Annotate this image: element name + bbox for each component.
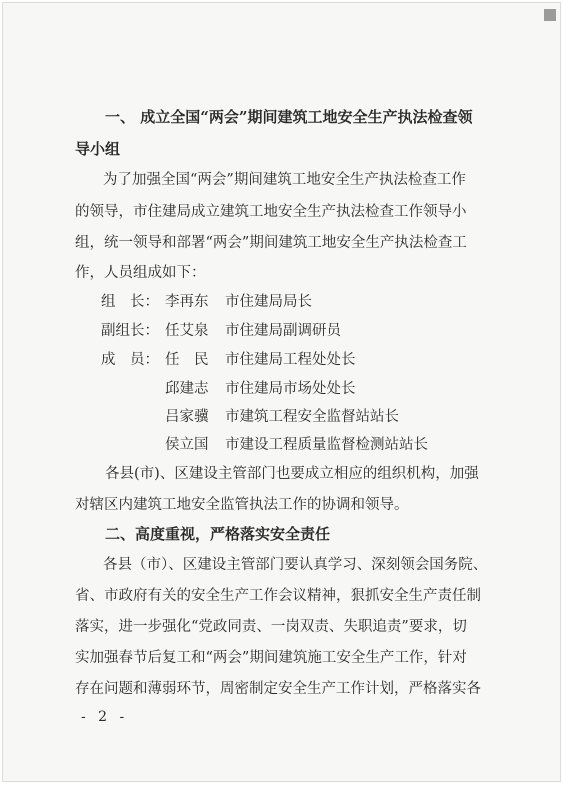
member-name: 任 民 (165, 352, 209, 368)
scan-corner-mark (544, 9, 556, 21)
member-role: 组 长： (101, 294, 159, 310)
page-number: - 2 - (81, 709, 129, 725)
paragraph-3-line4: 实加强春节后复工和“两会”期间建筑施工安全生产工作，针对 (75, 650, 467, 666)
section-heading-2: 二、高度重视，严格落实安全责任 (105, 525, 331, 543)
member-title: 市住建局工程处处长 (225, 352, 356, 368)
member-title: 市建设工程质量监督检测站站长 (225, 437, 428, 453)
section-heading-1-line2: 导小组 (75, 140, 121, 158)
section-heading-1-line1: 一、 成立全国“两会”期间建筑工地安全生产执法检查领 (105, 108, 473, 126)
paragraph-2-line1: 各县(市)、区建设主管部门也要成立相应的组织机构，加强 (105, 466, 479, 482)
member-title: 市住建局副调研员 (225, 323, 341, 339)
document-page (2, 2, 561, 782)
member-role: 副组长： (101, 323, 159, 339)
member-name: 李再东 (165, 294, 209, 310)
member-name: 任艾泉 (165, 323, 209, 339)
paragraph-3-line3: 落实，进一步强化“党政同责、一岗双责、失职追责”要求，切 (75, 619, 467, 635)
member-title: 市住建局市场处处长 (225, 381, 356, 397)
paragraph-3-line1: 各县（市）、区建设主管部门要认真学习、深刻领会国务院、 (103, 557, 488, 573)
member-name: 侯立国 (165, 437, 209, 453)
member-name: 邱建志 (165, 381, 209, 397)
member-name: 吕家骥 (165, 409, 209, 425)
member-title: 市住建局局长 (225, 294, 312, 310)
paragraph-1-line1: 为了加强全国“两会”期间建筑工地安全生产执法检查工作 (103, 172, 466, 188)
member-role: 成 员： (101, 352, 159, 368)
paragraph-1-line3: 组，统一领导和部署“两会”期间建筑工地安全生产执法检查工 (75, 235, 467, 251)
paragraph-3-line5: 存在问题和薄弱环节，周密制定安全生产工作计划，严格落实各 (75, 681, 481, 697)
paragraph-2-line2: 对辖区内建筑工地安全监管执法工作的协调和领导。 (75, 497, 409, 513)
paragraph-3-line2: 省、市政府有关的安全生产工作会议精神，狠抓安全生产责任制 (75, 588, 481, 604)
paragraph-1-line2: 的领导，市住建局成立建筑工地安全生产执法检查工作领导小 (75, 204, 467, 220)
paragraph-1-line4: 作，人员组成如下： (75, 265, 206, 281)
member-title: 市建筑工程安全监督站站长 (225, 409, 399, 425)
